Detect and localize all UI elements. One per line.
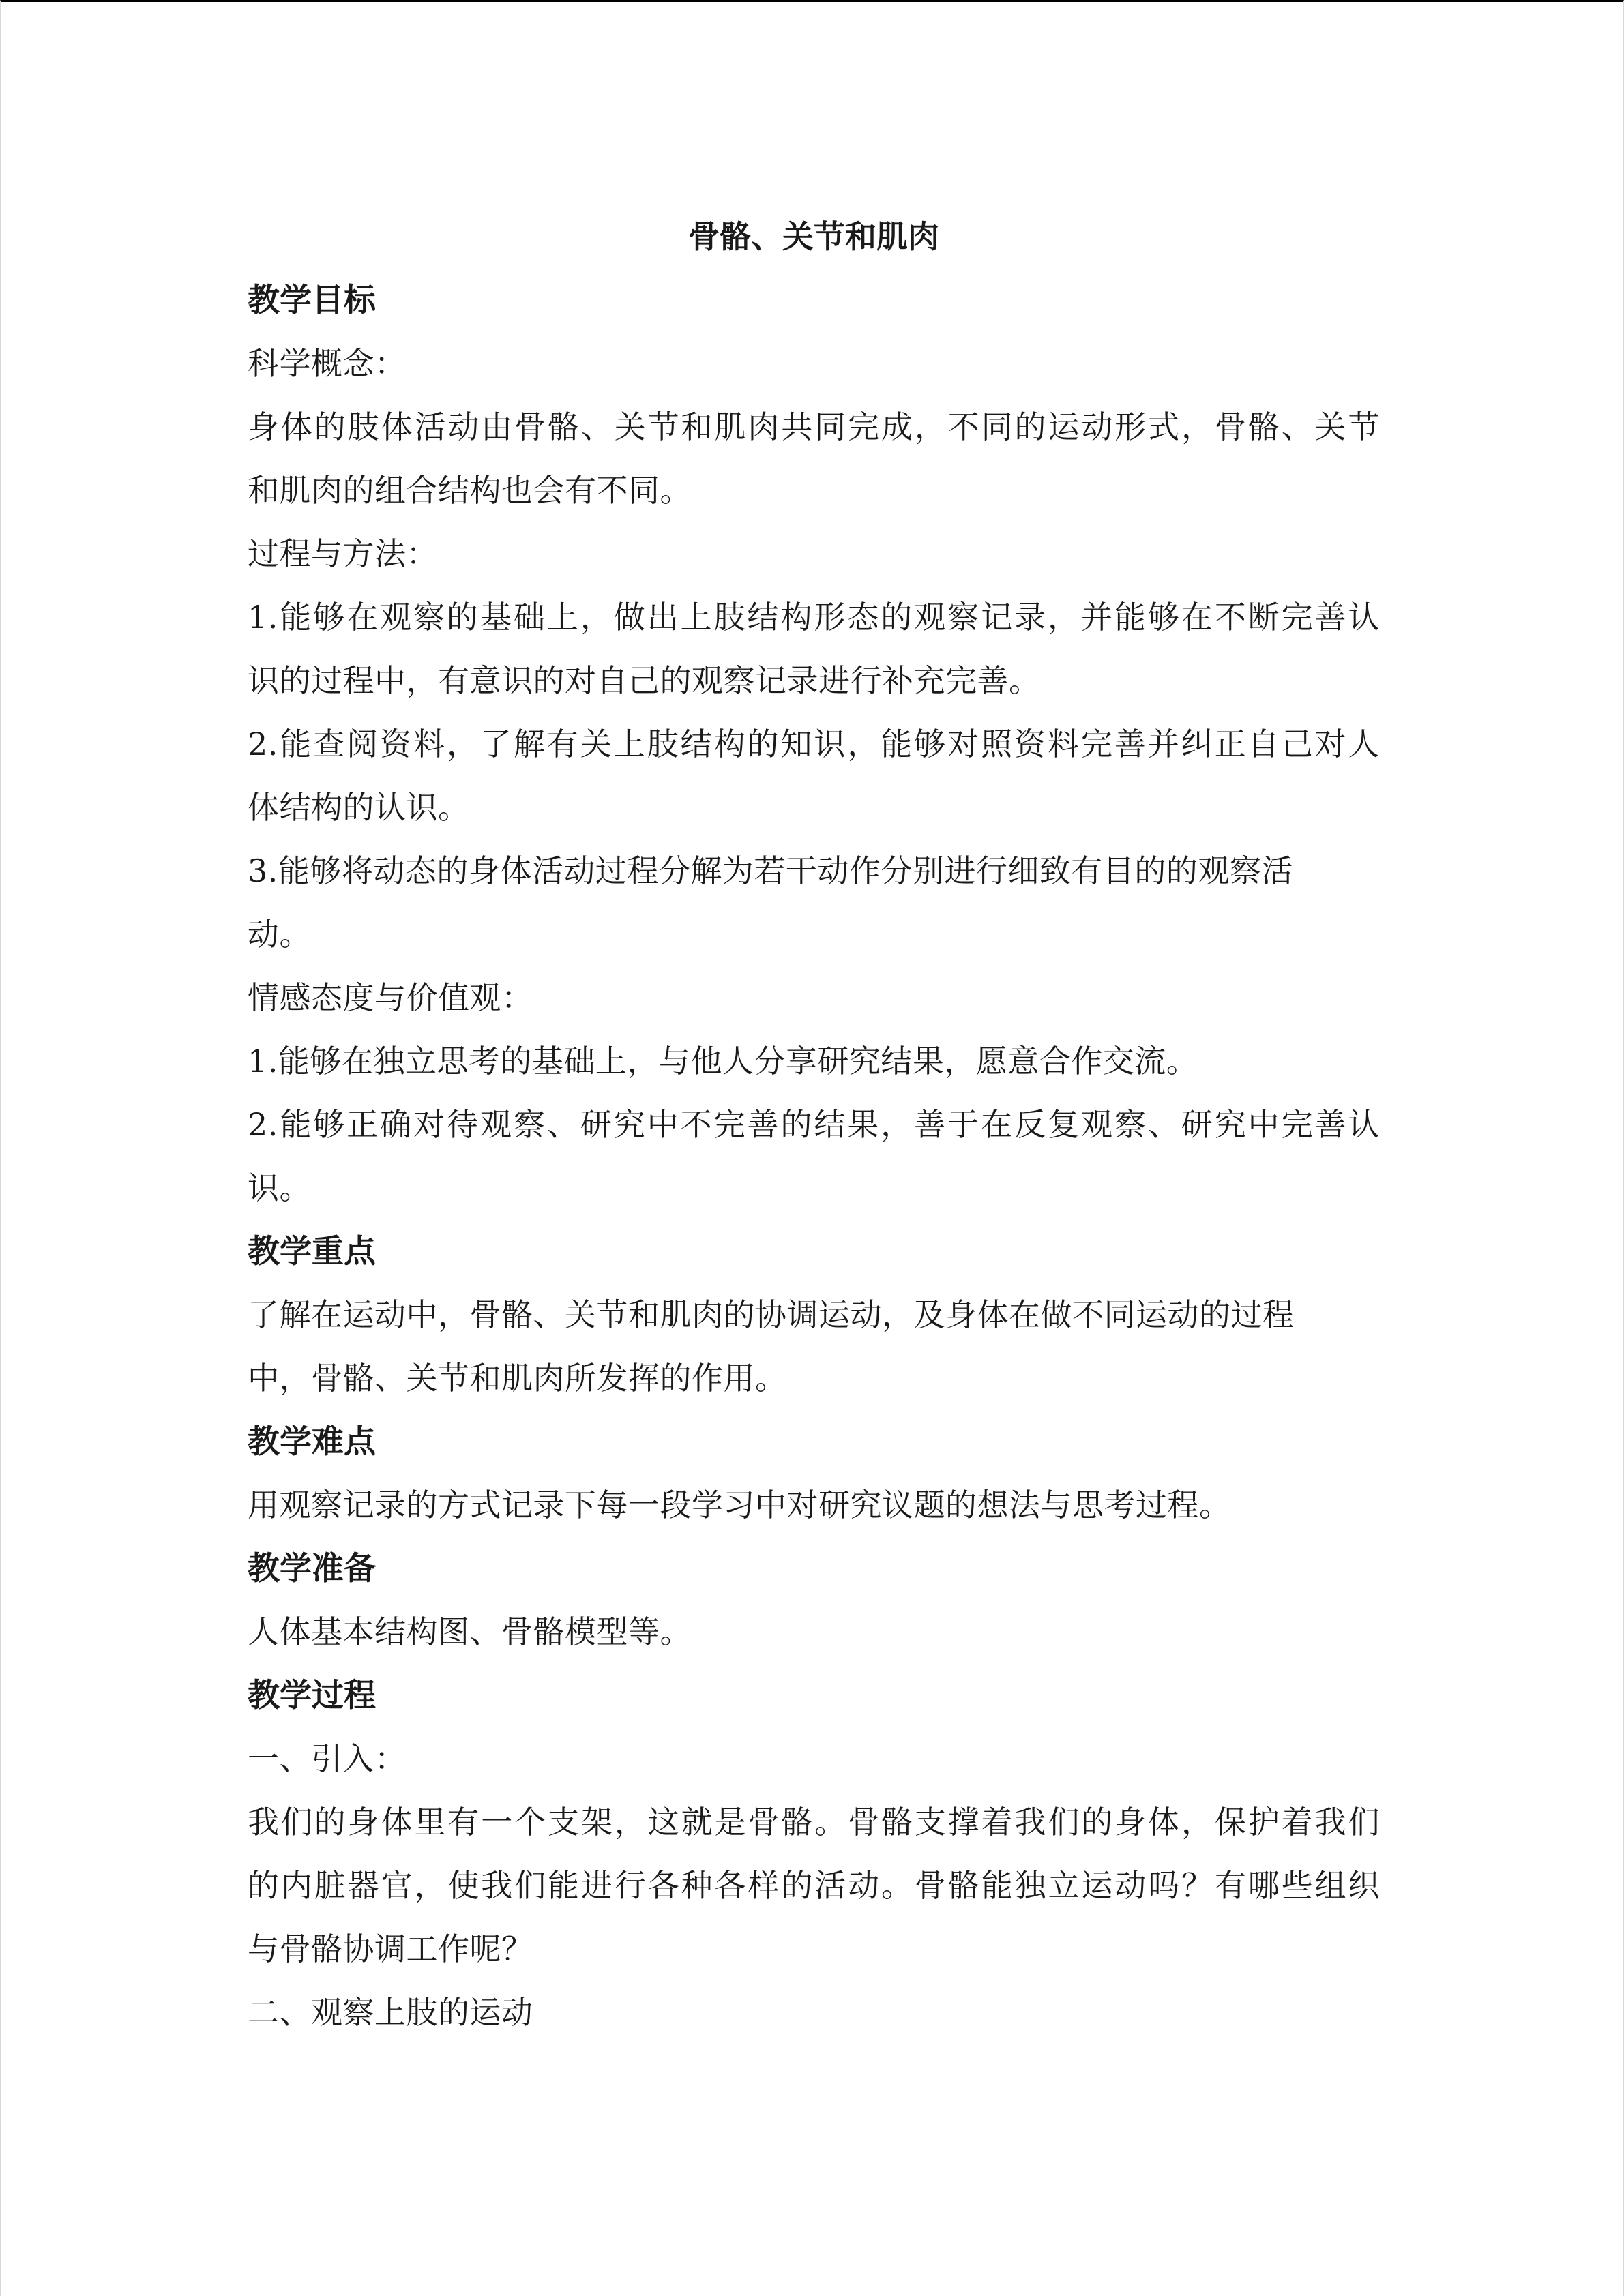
section-heading: 教学重点: [248, 1233, 376, 1270]
document-lines: [248, 269, 1380, 2044]
text-line: 了解在运动中，骨骼、关节和肌肉的协调运动，及身体在做不同运动的过程: [248, 1296, 1295, 1333]
text-line: 人体基本结构图、骨骼模型等。: [248, 1613, 692, 1650]
text-line: 2.能查阅资料，了解有关上肢结构的知识，能够对照资料完善并纠正自己对人: [248, 726, 1380, 762]
text-line: 科学概念：: [248, 345, 407, 382]
text-line: 我们的身体里有一个支架，这就是骨骼。骨骼支撑着我们的身体，保护着我们: [248, 1804, 1380, 1840]
text-line: 一、引入：: [248, 1740, 407, 1777]
text-line: 二、观察上肢的运动: [248, 1994, 533, 2031]
text-line: 过程与方法：: [248, 535, 438, 572]
document-body: [248, 205, 1380, 2044]
text-line: 体结构的认识。: [248, 789, 470, 826]
text-line: 情感态度与价值观：: [248, 979, 533, 1016]
text-line: 1.能够在独立思考的基础上，与他人分享研究结果，愿意合作交流。: [248, 1043, 1198, 1079]
text-line: 动。: [248, 916, 311, 953]
text-line: 3.能够将动态的身体活动过程分解为若干动作分别进行细致有目的的观察活: [248, 852, 1293, 889]
text-line: 识的过程中，有意识的对自己的观察记录进行补充完善。: [248, 662, 1041, 699]
text-line: 用观察记录的方式记录下每一段学习中对研究议题的想法与思考过程。: [248, 1487, 1231, 1523]
section-heading: 教学难点: [248, 1423, 376, 1461]
text-line: 中，骨骼、关节和肌肉所发挥的作用。: [248, 1360, 787, 1397]
document-title: 骨骼、关节和肌肉: [688, 218, 939, 255]
text-line: 身体的肢体活动由骨骼、关节和肌肉共同完成，不同的运动形式，骨骼、关节: [248, 408, 1380, 445]
section-heading: 教学过程: [248, 1677, 376, 1714]
text-line: 2.能够正确对待观察、研究中不完善的结果，善于在反复观察、研究中完善认: [248, 1106, 1380, 1143]
section-heading: 教学目标: [248, 282, 376, 319]
text-line: 和肌肉的组合结构也会有不同。: [248, 472, 692, 509]
text-line: 识。: [248, 1169, 311, 1206]
text-line: 1.能够在观察的基础上，做出上肢结构形态的观察记录，并能够在不断完善认: [248, 599, 1380, 636]
text-line: 的内脏器官，使我们能进行各种各样的活动。骨骼能独立运动吗？有哪些组织: [248, 1867, 1380, 1904]
section-heading: 教学准备: [248, 1550, 376, 1587]
text-line: 与骨骼协调工作呢？: [248, 1930, 533, 1967]
